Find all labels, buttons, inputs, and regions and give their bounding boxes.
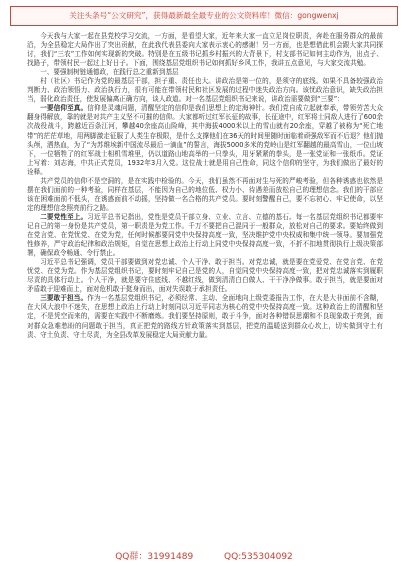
- promo-banner-text: 关注头条号“公文研究”，获得最新最全最专业的公文资料库！微信：gongwenxj: [69, 11, 339, 20]
- paragraph-text: 习近平总书记指出，党性是党员干部立身、立业、立言、立德的基石。每一名基层党组织书记都要牢记自己的第一身份是共产党员，第一职责是为党工作。千万不要把自己混同于一般群众，放松对自己的要求。要始终做到在党言党、在党忧党、在党为党，任何时候都要同党中央保持高度一致，坚决维护党中央权威和集中统一领导。要加强党性修养，严守政治纪律和政治规矩，自觉在思想上政治上行动上同党中央保持高度一致，不折不扣地贯彻执行上级决策部署，确保政令畅通、令行禁止。: [27, 212, 383, 258]
- paragraph-text: 村（社区）书记作为党的最基层干部，担子重、责任也大。讲政治是第一位的，是须守的底线。如果不具备较强政治判断力、政治领悟力、政治执行力，很有可能在带领村民和社区发展的过程中迷失政治方向。该忧政治意识，缺失政治担当，弱化政治责任，使发展偏离正确方向，谈人政道。对一名基层党组织书记来说，讲政治需要做到“三要”：: [27, 77, 383, 104]
- section-heading: [27, 68, 383, 77]
- paragraph: [27, 104, 383, 176]
- paragraph-text: 一、要强制树链通德政，在践行总之重新到基层: [40, 68, 179, 77]
- paragraph-text: 作为一名基层党组织书记，必须经常、主动、全面地向上级党委报告工作，在大是大非面前不含糊，在大风大浪中不迷失，在思想上政治上行动上时刻同以习近平同志为核心的党中央保持高度一致。这种政治上的清醒和坚定，不是凭空而来的，需要在实践中不断磨炼。我们要坚持原则，敢于斗争，面对各种错误思潮和不良现象敢于亮剑，面对群众急难愁盼的问题敢于担当，真正把党的路线方针政策落实到基层，把党的温暖送到群众心坎上，切实做到守土有责、守土负责、守土尽责，为全县改革发展稳定大局贡献力量。: [27, 294, 383, 339]
- paragraph-lead: 一要信仰至真。: [40, 104, 88, 113]
- paragraph: [27, 32, 383, 68]
- paragraph: [27, 213, 383, 258]
- footer-contacts: [0, 548, 408, 566]
- paragraph: [27, 258, 383, 294]
- paragraph: [27, 294, 383, 339]
- promo-banner: [10, 6, 398, 26]
- paragraph-lead: 二要党性至上。: [40, 212, 88, 221]
- paragraph-lead: 三要敢于担当。: [40, 294, 88, 303]
- paragraph-text: 共产党员的信仰不是空洞的，是在实践中检验的。今天，我们虽然不再面对生与死的严峻考验，但各种诱惑也依然是摆在我们面前的一种考验，同样在基层，不能因为自己的地位低、权力小、待遇差而放松自己的理想信念。我们的干部应该在困难面前不低头，在诱惑面前不动摇，坚持做一名合格的共产党员。要时刻警醒自己，要不忘初心、牢记使命，以坚定的理想信念照亮前行之路。: [27, 176, 383, 212]
- paragraph-text: 今天我与大家一起在县党校学习交流，一方面，是看望大家，近年来大家一直立足岗位职责，奔赴在服务群众的最前沿，为全县稳定大局作出了突出贡献，在此我代表县委向大家表示衷心的感谢！另一方面，也是想借此机会跟大家共同探讨，我们“三农”工作如何实现新的突破。特别是在五级书记抓乡村振兴的大背景下，村支部书记如何主动作为，出点子、找路子，带领村民一起过上好日子。下面，围绕基层党组织书记如何抓好乡风工作，我讲五点意见，与大家交流共勉。: [27, 32, 383, 68]
- qq-group-text: QQ群：31991489: [115, 552, 194, 562]
- document-body: [27, 32, 383, 546]
- qq-text: QQ:535304092: [224, 552, 293, 562]
- paragraph-text: 习近平总书记强调，党员干部要做到对党忠诚、个人干净、敢于担当。对党忠诚，就是要在党爱党、在党言党、在党忧党、在党为党。作为基层党组织书记，要时刻牢记自己是党的人，自觉同党中央保持高度一致，把对党忠诚落实到履职尽责的具体行动上。个人干净，就是要守住底线、不越红线，做到清清白白做人、干干净净做事。敢于担当，就是要面对矛盾敢于迎难而上，面对危机敢于挺身而出，面对失误敢于承担责任。: [27, 258, 383, 294]
- paragraph: [27, 77, 383, 104]
- paragraph-text: 信仰是灵魂问题，清醒坚定的信仰是我们思想上的定海神针。我们党自成立起就奉承，带领劳苦大众翻身得解放，靠的就是对共产主义坚不可摧的信仰。大家都听过红军长征的故事，长征途中，红军将士同敌人进行了600余次战役战斗，跨越近百条江河，攀越40余座高山险峰，其中海拔4000米以上的雪山就有20余座，穿越了被称为“死亡地带”的茫茫草地，用两脚激走征服了人类生存极限，是什么支撑他们在36天的时间里随时面临着顽强敌军而不后退？他们抛头颅，洒热血，为了“为苏维埃新中国流尽最后一滴血”的誓言，海拔5000多米的党岭山是红军翻越的最高雪山，一位山坡下，一位牺牲了的红军战士相机雪堆里，仍以道路山地高举的一只拳头，用牙紧紧的拳头，是一张党证和一张纸币。党证上写着：刘志海，中共正式党员，1932年3月入党。这位战士就是用自己性命，同这个信仰的坚守，为我们做出了最好的诠释。: [27, 104, 383, 176]
- paragraph: [27, 177, 383, 213]
